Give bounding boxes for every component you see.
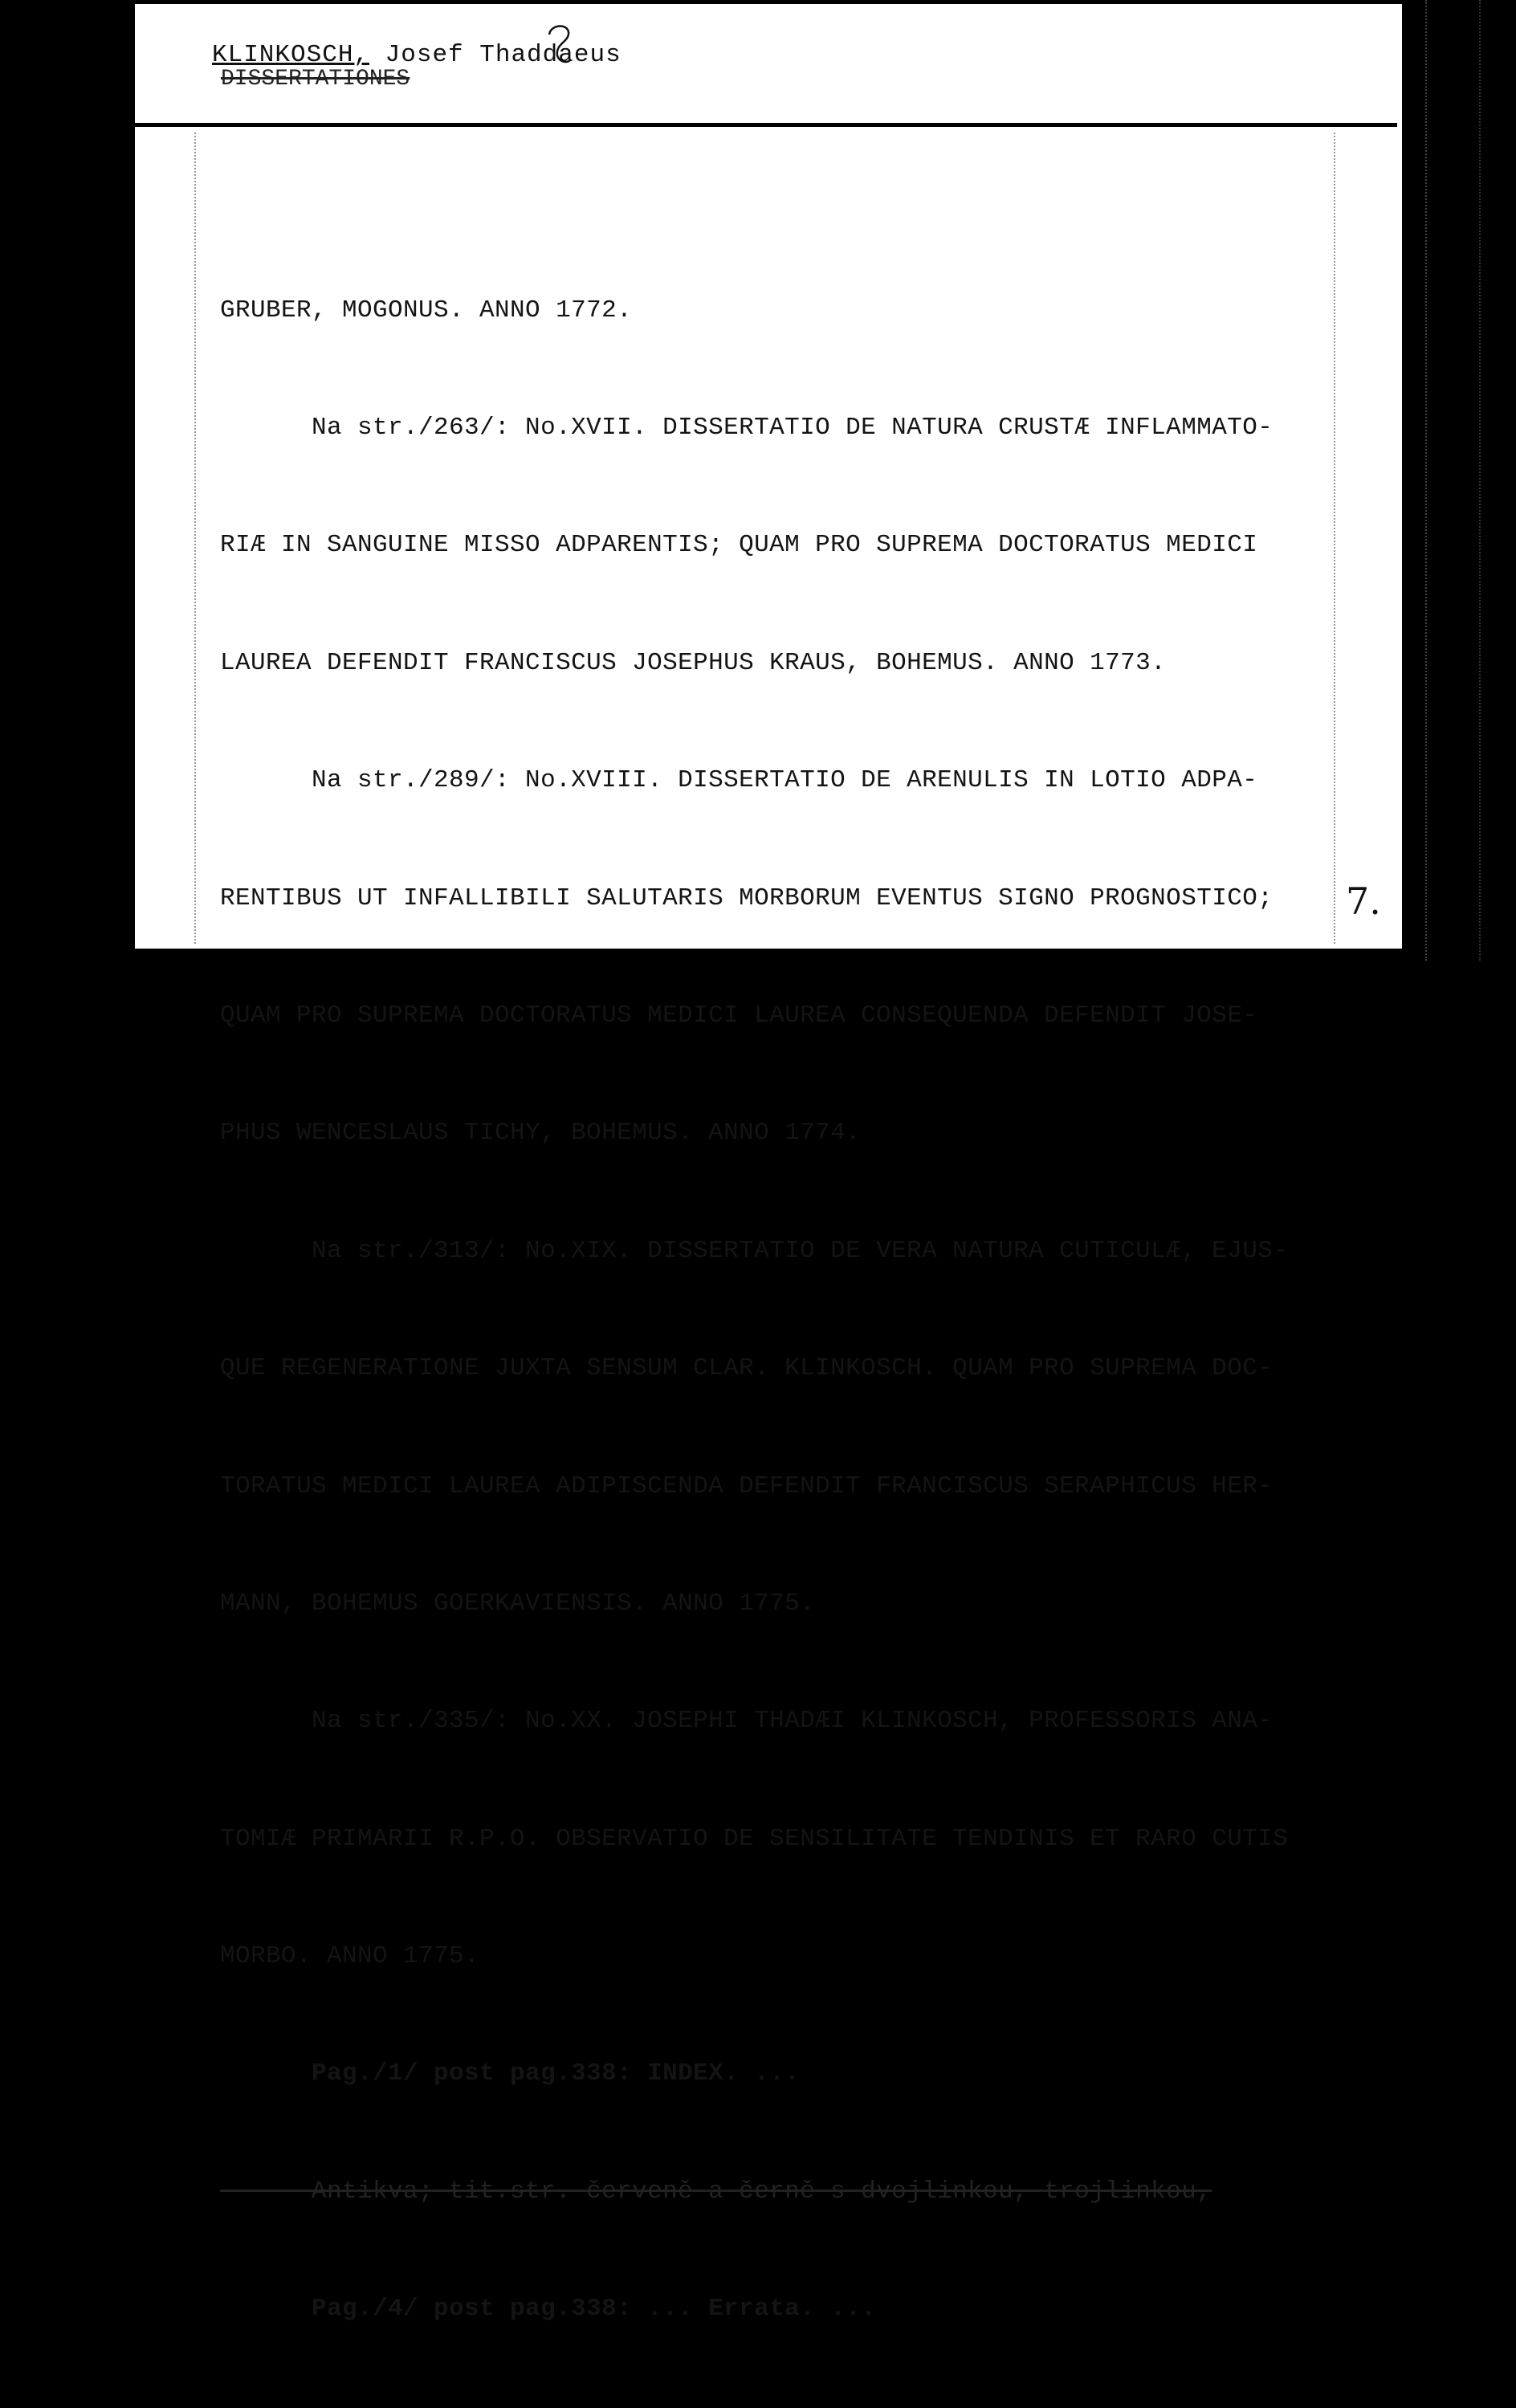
text-line-6: RENTIBUS UT INFALLIBILI SALUTARIS MORBORUM EVENTUS SIGNO PROGNOSTICO; [220,884,1274,912]
film-edge-right-perforation [1479,0,1482,961]
film-edge-left-perforation [1425,0,1443,961]
text-line-15: MORBO. ANNO 1775. [220,1942,480,1971]
text-line-13: Na str./335/: No.XX. JOSEPHI THADÆI KLINKOSCH, PROFESSORIS ANA- [220,1707,1274,1736]
text-line-5: Na str./289/: No.XVIII. DISSERTATIO DE ARENULIS IN LOTIO ADPA- [220,766,1258,795]
struck-antikva-line: Antikva; tit.str. červeně a černě s dvojlinkou, trojlinkou, [220,2177,1212,2206]
left-margin-guide [194,133,196,944]
text-line-2: Na str./263/: No.XVII. DISSERTATIO DE NATURA CRUSTÆ INFLAMMATO- [220,413,1274,442]
text-line-10: QUE REGENERATIONE JUXTA SENSUM CLAR. KLINKOSCH. QUAM PRO SUPREMA DOC- [220,1354,1274,1383]
text-line-9: Na str./313/: No.XIX. DISSERTATIO DE VERA NATURA CUTICULÆ, EJUS- [220,1236,1289,1265]
struck-title: DISSERTATIONES [221,67,410,92]
text-line-14: TOMIÆ PRIMARII R.P.O. OBSERVATIO DE SENSILITATE TENDINIS ET RARO CUTIS [220,1824,1289,1853]
card-header [135,4,1402,123]
catalog-card [135,4,1402,2324]
card-body-text [220,213,1473,2408]
text-line-4: LAUREA DEFENDIT FRANCISCUS JOSEPHUS KRAUS, BOHEMUS. ANNO 1773. [220,648,1167,677]
text-line-3: RIÆ IN SANGUINE MISSO ADPARENTIS; QUAM PRO SUPREMA DOCTORATUS MEDICI [220,531,1258,560]
text-line-11: TORATUS MEDICI LAUREA ADIPISCENDA DEFENDIT FRANCISCUS SERAPHICUS HER- [220,1471,1274,1500]
text-line-1: GRUBER, MOGONUS. ANNO 1772. [220,296,633,324]
text-line-12: MANN, BOHEMUS GOERKAVIENSIS. ANNO 1775. [220,1589,816,1618]
author-given-names: Josef Thaddaeus [369,41,621,69]
index-line: Pag./1/ post pag.338: INDEX. ... [220,2059,801,2088]
header-divider [135,123,1397,127]
errata-line: Pag./4/ post pag.338: ... Errata. ... [220,2295,877,2324]
handwritten-page-mark: 7. [1346,880,1381,923]
author-surname: KLINKOSCH, [212,41,370,69]
handwritten-question-mark-icon [543,20,575,76]
text-line-8: PHUS WENCESLAUS TICHY, BOHEMUS. ANNO 1774. [220,1119,862,1148]
text-line-7: QUAM PRO SUPREMA DOCTORATUS MEDICI LAUREA CONSEQUENDA DEFENDIT JOSE- [220,1001,1258,1030]
